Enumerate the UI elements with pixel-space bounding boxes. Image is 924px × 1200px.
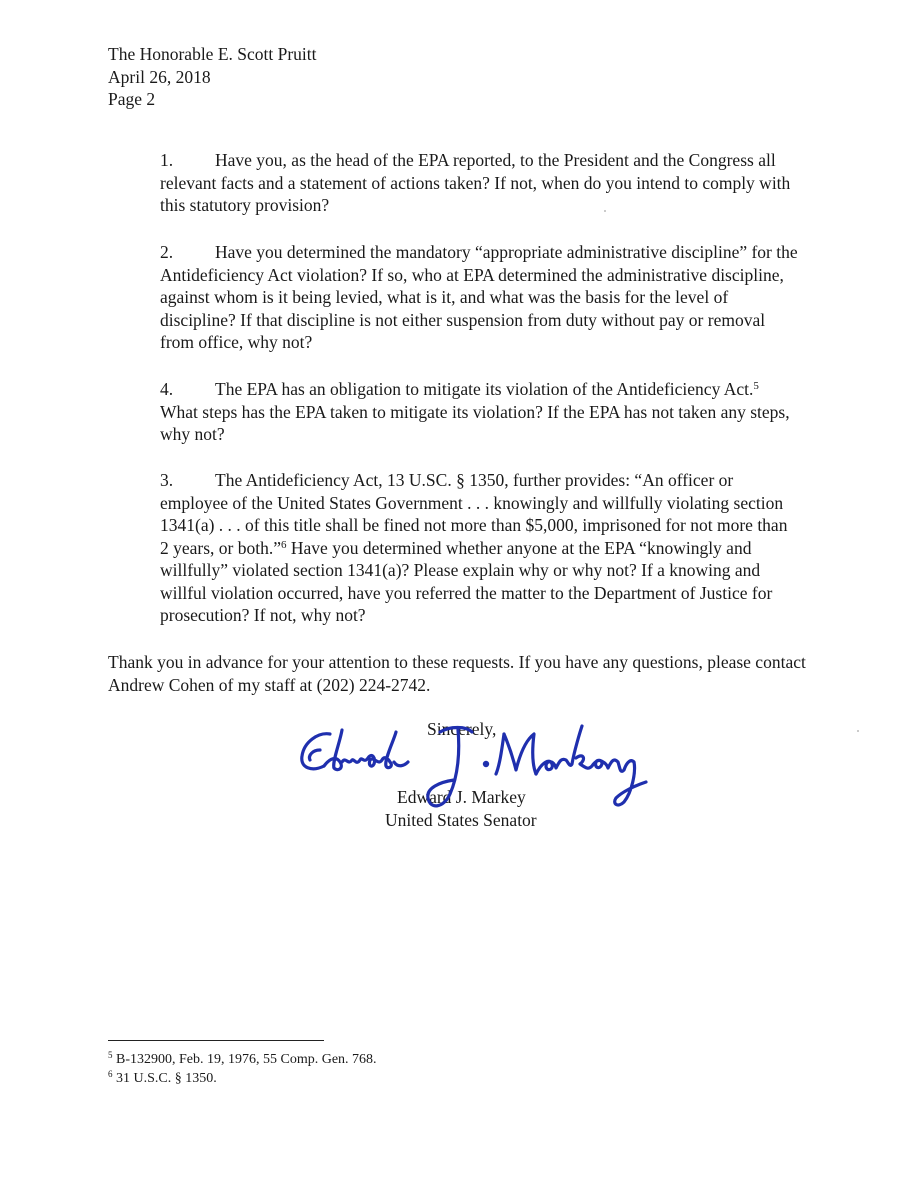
- footnote-divider: [108, 1040, 324, 1041]
- footnote-mark: 5: [108, 1050, 113, 1060]
- closing-paragraph: Thank you in advance for your attention to these requests. If you have any questions, please contact Andrew Cohen of my staff at (202) 224-2742.: [108, 652, 806, 695]
- question-4: [160, 378, 800, 446]
- question-text: Have you, as the head of the EPA reported, to the President and the Congress all relevant facts and a statement of actions taken? If not, when do you intend to comply with this statutory provision?: [160, 150, 791, 215]
- letter-header: [108, 43, 317, 111]
- date-line: April 26, 2018: [108, 66, 211, 87]
- question-number: 4.: [160, 379, 174, 399]
- signer-title: United States Senator: [385, 810, 537, 830]
- footnote-ref: 6: [281, 538, 287, 551]
- valediction: Sincerely,: [427, 719, 497, 739]
- question-text-cont: Have you determined whether anyone at the EPA “knowingly and willfully” violated section 1341(a)? Please explain why or why not? If a knowing and willful violation occurred, have you referred the matter to the Department of Justice for prosecution? If not, why not?: [160, 537, 773, 625]
- footnote-ref: 5: [753, 380, 759, 392]
- recipient-line: The Honorable E. Scott Pruitt: [108, 44, 317, 64]
- footnote-5: [108, 1050, 377, 1069]
- question-1: [160, 149, 800, 217]
- page-number: Page 2: [108, 89, 156, 109]
- footnote-mark: 6: [108, 1069, 113, 1079]
- footnote-6: [108, 1069, 377, 1088]
- paper-speck: [604, 210, 606, 212]
- footnote-text: 31 U.S.C. § 1350.: [116, 1071, 217, 1086]
- question-text: The Antideficiency Act, 13 U.SC. § 1350, further provides: “An officer or employee of the United States Government . . . knowingly and willfully violating section 1341(a) . . . of this title shall be fined not more than $5,000, imprisoned for not more than 2 years, or both.”: [160, 470, 788, 558]
- footnotes: [108, 1050, 377, 1088]
- question-number: 3.: [160, 470, 174, 490]
- question-number: 1.: [160, 150, 174, 170]
- handwritten-signature: [290, 712, 660, 822]
- question-number: 2.: [160, 242, 174, 262]
- signer-name: Edward J. Markey: [397, 787, 526, 807]
- question-text-cont: What steps has the EPA taken to mitigate its violation? If the EPA has not taken any steps, why not?: [160, 401, 790, 444]
- question-3: [160, 469, 800, 627]
- paper-speck: [857, 730, 859, 732]
- question-2: [160, 241, 800, 354]
- footnote-text: B-132900, Feb. 19, 1976, 55 Comp. Gen. 768.: [116, 1052, 377, 1067]
- question-text: Have you determined the mandatory “appropriate administrative discipline” for the Antideficiency Act violation? If so, who at EPA determined the administrative discipline, against whom is it being levied, what is it, and what was the basis for the level of discipline? If that discipline is not either suspension from duty without pay or removal from office, why not?: [160, 242, 798, 352]
- question-text: The EPA has an obligation to mitigate its violation of the Antideficiency Act.: [215, 379, 754, 399]
